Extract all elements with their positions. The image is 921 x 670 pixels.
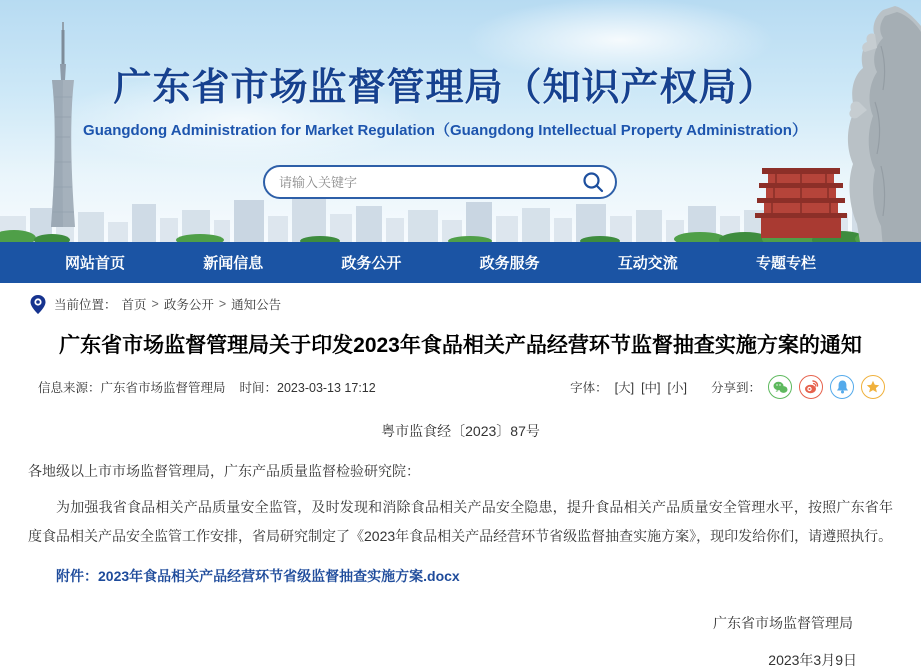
five-rams-statue-icon — [825, 6, 921, 248]
nav-item-interaction[interactable]: 互动交流 — [617, 255, 678, 272]
search-bar — [263, 165, 617, 199]
star-icon — [866, 380, 880, 394]
article-meta — [0, 360, 921, 399]
publish-time: 时间：2023-03-13 17:12 — [239, 381, 376, 396]
nav-item-gov-services[interactable]: 政务服务 — [479, 255, 540, 272]
breadcrumb-separator: > — [151, 297, 159, 311]
document-number: 粤市监食经〔2023〕87号 — [381, 423, 540, 440]
font-size-medium-button[interactable]: [中] — [641, 381, 661, 396]
search-icon — [581, 170, 605, 194]
location-pin-icon — [30, 295, 46, 314]
search-button[interactable] — [581, 170, 605, 194]
site-subtitle-en: Guangdong Administration for Market Regulation（Guangdong Intellectual Property Administration） — [83, 122, 807, 139]
favorite-star-button[interactable] — [861, 375, 885, 399]
main-nav — [0, 242, 921, 283]
nav-item-gov-disclosure[interactable]: 政务公开 — [341, 255, 402, 272]
article-title: 广东省市场监督管理局关于印发2023年食品相关产品经营环节监督抽查实施方案的通知 — [59, 334, 862, 357]
breadcrumb-gov-disclosure[interactable]: 政务公开 — [163, 298, 214, 312]
breadcrumb-current: 通知公告 — [231, 298, 282, 312]
nav-item-special-topics[interactable]: 专题专栏 — [755, 255, 816, 272]
font-size-large-button[interactable]: [大] — [614, 381, 635, 396]
wechat-share-button[interactable] — [768, 375, 792, 399]
breadcrumb — [0, 283, 921, 325]
salutation-paragraph: 各地级以上市市场监督管理局，广东产品质量监督检验研究院： — [28, 463, 420, 480]
main-paragraph: 为加强我省食品相关产品质量安全监管，及时发现和消除食品相关产品安全隐患，提升食品相关产品质量安全管理水平，按照广东省年度食品相关产品安全监管工作安排，省局研究制定了《2023年食品相关产品经营环节省级监督抽查实施方案》，现印发给你们，请遵照执行。 — [28, 499, 893, 545]
attachment-label: 附件： — [56, 568, 98, 585]
site-banner — [0, 0, 921, 242]
breadcrumb-separator: > — [218, 297, 227, 311]
attachment-row — [0, 566, 921, 586]
search-input[interactable] — [279, 175, 581, 190]
attachment-link[interactable]: 2023年食品相关产品经营环节省级监督抽查实施方案.docx — [98, 568, 460, 585]
breadcrumb-home[interactable]: 首页 — [121, 298, 147, 312]
source-label: 信息来源：广东省市场监督管理局 — [38, 381, 226, 396]
site-title: 广东省市场监督管理局（知识产权局） — [113, 67, 777, 109]
share-label: 分享到： — [710, 381, 761, 396]
bell-icon — [836, 380, 849, 394]
qq-share-button[interactable] — [830, 375, 854, 399]
weibo-share-button[interactable] — [799, 375, 823, 399]
weibo-icon — [804, 380, 819, 394]
breadcrumb-prefix: 当前位置： — [54, 298, 117, 312]
nav-item-home[interactable]: 网站首页 — [65, 255, 126, 272]
article-body — [0, 457, 921, 551]
signature-date: 2023年3月9日 — [768, 652, 857, 669]
font-size-small-button[interactable]: [小] — [667, 381, 687, 396]
wechat-icon — [773, 381, 788, 394]
font-size-label: 字体： — [570, 381, 608, 396]
nav-item-news[interactable]: 新闻信息 — [203, 255, 264, 272]
signature-agency: 广东省市场监督管理局 — [713, 615, 853, 632]
